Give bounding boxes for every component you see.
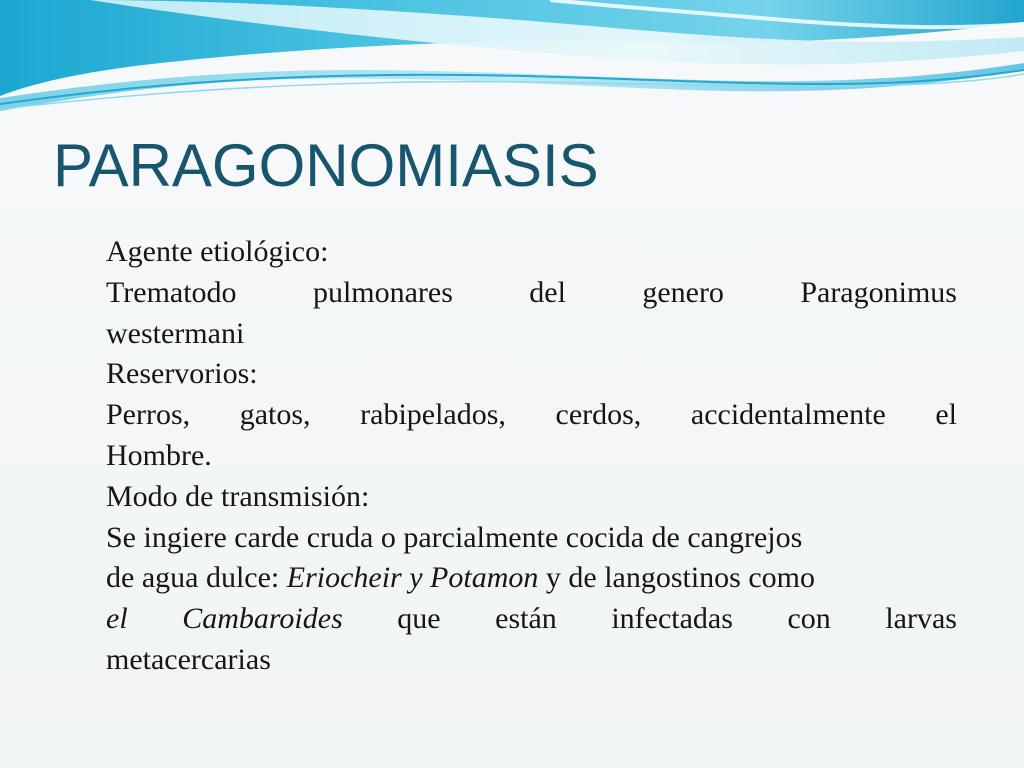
reservoirs-heading: Reservorios: (106, 357, 258, 391)
reservoir-word-2: gatos, (239, 398, 311, 432)
agent-word-1: Trematodo (106, 275, 237, 309)
agent-line-2: westermani (106, 316, 245, 350)
reservoir-word-6: el (935, 398, 957, 432)
reservoirs-line-2: Hombre. (106, 438, 212, 472)
transmission-line-4: metacercarias (106, 642, 271, 676)
transmission-italic-cambaroides: Cambaroides (182, 602, 343, 636)
transmission-heading: Modo de transmisión: (106, 479, 370, 513)
agent-word-4: genero (642, 275, 724, 309)
transmission-line-2-part-2: y (538, 561, 561, 595)
transmission-word-que: que (397, 602, 441, 636)
transmission-word-estan: están (495, 602, 557, 636)
transmission-italic-species: Eriocheir y Potamon (286, 561, 539, 595)
decorative-wave-header (0, 0, 1024, 125)
transmission-italic-el: el (106, 602, 128, 636)
transmission-line-2-part-1: de agua dulce: (106, 561, 287, 595)
transmission-line-1: Se ingiere carde cruda o parcialmente cocida de cangrejos (106, 520, 803, 554)
agent-line-1 (106, 273, 957, 314)
transmission-word-con: con (787, 602, 831, 636)
agent-word-3: del (529, 275, 566, 309)
reservoir-word-3: rabipelados, (360, 398, 506, 432)
transmission-line-2-part-3: de langostinos como (560, 561, 816, 595)
transmission-word-infectadas: infectadas (611, 602, 733, 636)
agent-word-2: pulmonares (312, 275, 453, 309)
reservoir-word-5: accidentalmente (690, 398, 886, 432)
slide-title: PARAGONOMIASIS (53, 132, 599, 199)
transmission-line-3 (106, 599, 957, 640)
transmission-word-larvas: larvas (885, 602, 957, 636)
reservoir-word-4: cerdos, (555, 398, 642, 432)
transmission-line-2 (106, 558, 957, 599)
agent-word-5: Paragonimus (800, 275, 957, 309)
reservoir-word-1: Perros, (106, 398, 191, 432)
reservoirs-line-1 (106, 395, 957, 436)
agent-heading: Agente etiológico: (106, 235, 329, 268)
content-body (106, 232, 957, 681)
